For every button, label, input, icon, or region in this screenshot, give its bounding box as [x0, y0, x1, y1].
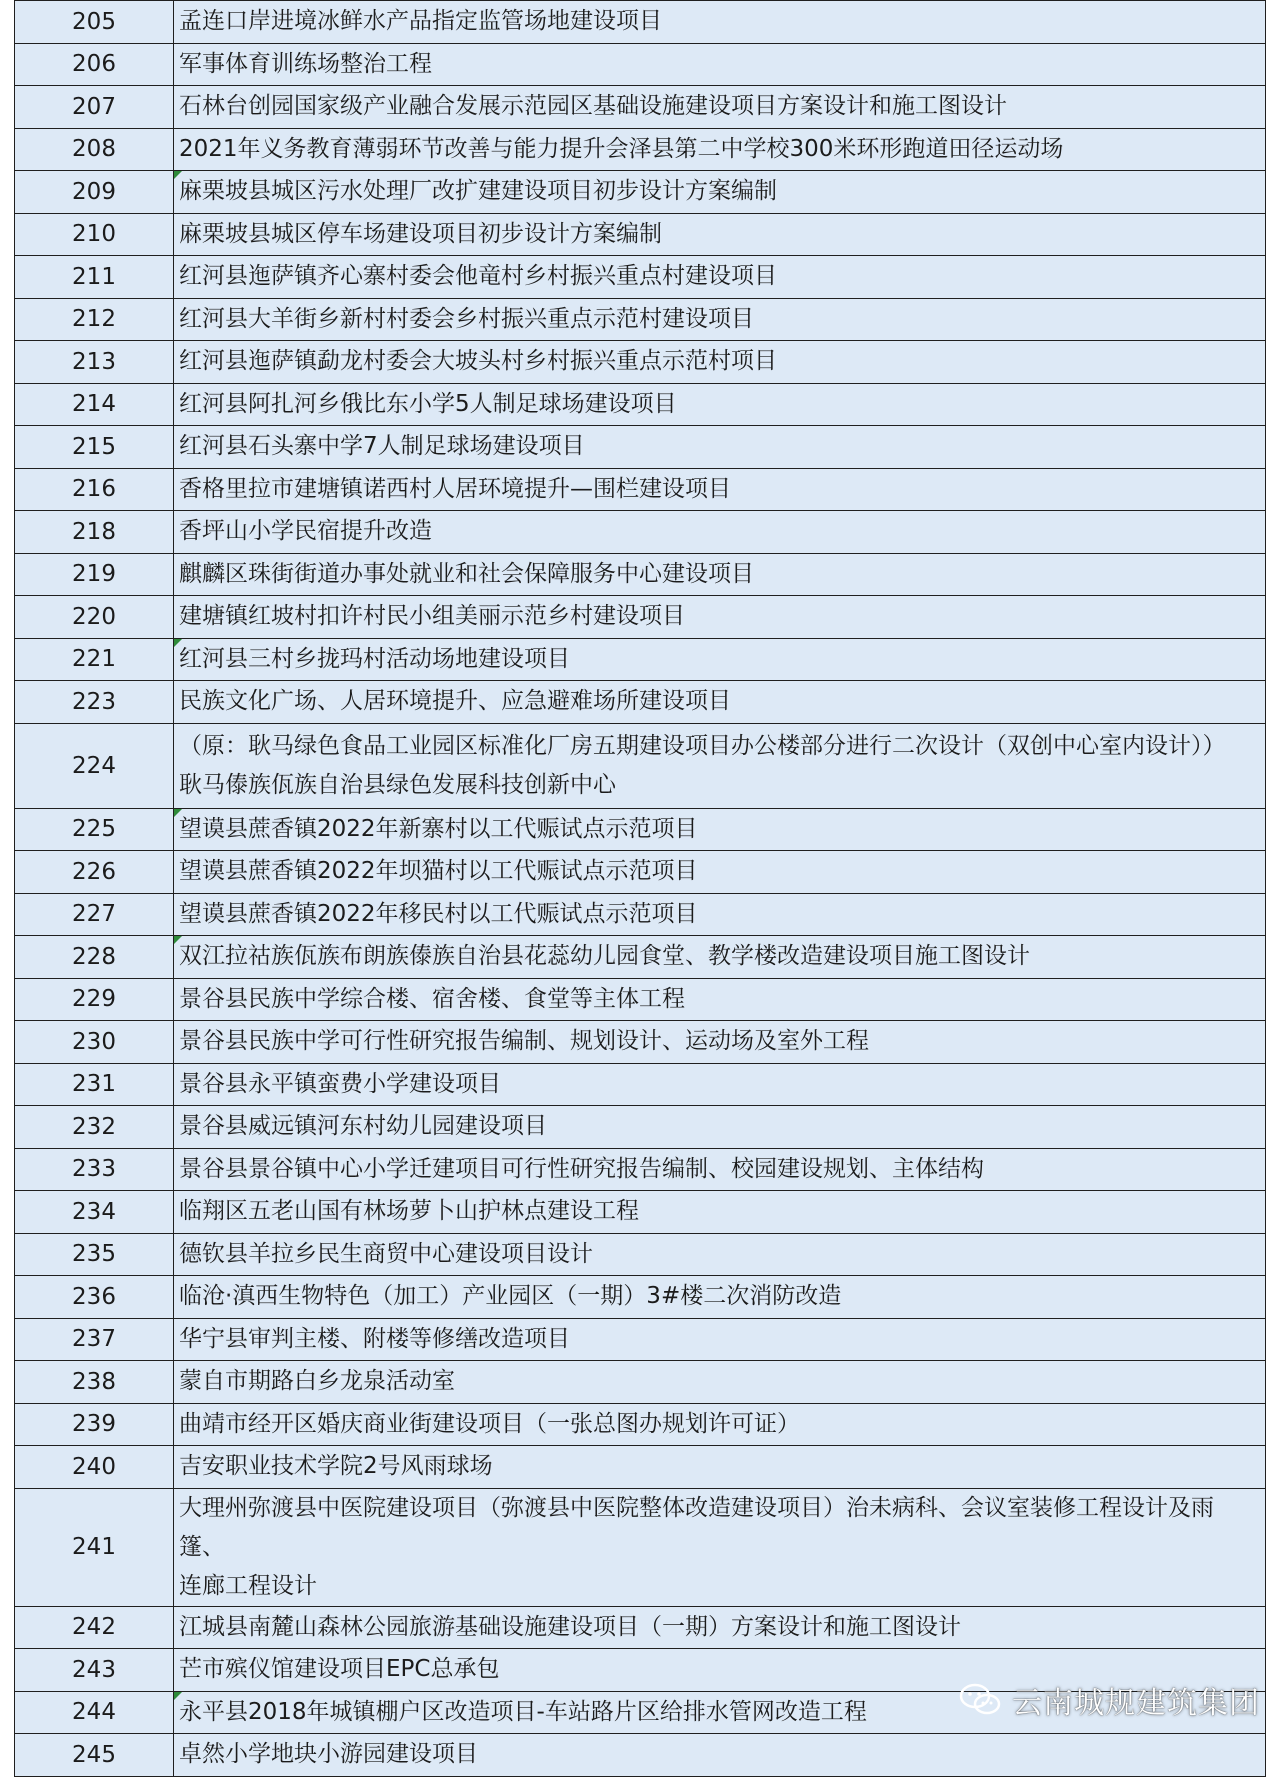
table-row — [15, 341, 1266, 384]
project-name-text: 红河县迤萨镇齐心寨村委会他竜村乡村振兴重点村建设项目 — [179, 263, 777, 290]
table-row — [15, 86, 1266, 129]
table-row — [15, 553, 1266, 596]
project-name — [174, 1021, 1266, 1064]
table-row — [15, 1488, 1266, 1606]
row-number: 242 — [15, 1606, 174, 1649]
project-name-text: 望谟县蔗香镇2022年坝猫村以工代赈试点示范项目 — [179, 858, 698, 885]
table-row — [15, 978, 1266, 1021]
project-name-text: 麻栗坡县城区停车场建设项目初步设计方案编制 — [179, 220, 662, 247]
project-name — [174, 723, 1266, 808]
project-name-text: 华宁县审判主楼、附楼等修缮改造项目 — [179, 1325, 570, 1352]
row-number: 216 — [15, 468, 174, 511]
project-name-text: 红河县迤萨镇勐龙村委会大坡头村乡村振兴重点示范村项目 — [179, 348, 777, 375]
row-number: 241 — [15, 1488, 174, 1606]
project-name — [174, 468, 1266, 511]
row-number: 206 — [15, 43, 174, 86]
project-name — [174, 1606, 1266, 1649]
project-name — [174, 511, 1266, 554]
table-row — [15, 1233, 1266, 1276]
project-name-line: 连廊工程设计 — [179, 1572, 317, 1599]
project-name — [174, 1488, 1266, 1606]
row-number: 225 — [15, 808, 174, 851]
project-name — [174, 808, 1266, 851]
row-number: 228 — [15, 936, 174, 979]
project-name — [174, 86, 1266, 129]
row-number: 229 — [15, 978, 174, 1021]
cell-comment-marker — [174, 639, 182, 647]
table-row — [15, 851, 1266, 894]
project-name — [174, 1233, 1266, 1276]
wechat-icon — [958, 1682, 1002, 1718]
project-name-text: 芒市殡仪馆建设项目EPC总承包 — [179, 1656, 500, 1683]
project-name — [174, 426, 1266, 469]
project-name — [174, 1148, 1266, 1191]
row-number: 231 — [15, 1063, 174, 1106]
table-row — [15, 43, 1266, 86]
table-row — [15, 681, 1266, 724]
table-row — [15, 1318, 1266, 1361]
row-number: 218 — [15, 511, 174, 554]
project-name-text: 麻栗坡县城区污水处理厂改扩建建设项目初步设计方案编制 — [179, 178, 777, 205]
row-number: 238 — [15, 1361, 174, 1404]
table-row — [15, 1148, 1266, 1191]
row-number: 233 — [15, 1148, 174, 1191]
project-name — [174, 1191, 1266, 1234]
project-name — [174, 681, 1266, 724]
project-name — [174, 596, 1266, 639]
project-name-line: 耿马傣族佤族自治县绿色发展科技创新中心 — [179, 771, 616, 798]
project-name — [174, 1276, 1266, 1319]
row-number: 224 — [15, 723, 174, 808]
project-name-text: 红河县阿扎河乡俄比东小学5人制足球场建设项目 — [179, 390, 677, 417]
project-name-text: 望谟县蔗香镇2022年移民村以工代赈试点示范项目 — [179, 900, 698, 927]
table-row — [15, 468, 1266, 511]
table-row — [15, 1734, 1266, 1777]
table-row — [15, 298, 1266, 341]
row-number: 245 — [15, 1734, 174, 1777]
project-name-text: 望谟县蔗香镇2022年新寨村以工代赈试点示范项目 — [179, 815, 698, 842]
table-row — [15, 383, 1266, 426]
row-number: 210 — [15, 213, 174, 256]
row-number: 226 — [15, 851, 174, 894]
project-name — [174, 1446, 1266, 1489]
row-number: 213 — [15, 341, 174, 384]
row-number: 220 — [15, 596, 174, 639]
row-number: 237 — [15, 1318, 174, 1361]
project-name-text: 军事体育训练场整治工程 — [179, 50, 432, 77]
row-number: 240 — [15, 1446, 174, 1489]
project-name-text: 卓然小学地块小游园建设项目 — [179, 1741, 478, 1768]
project-name — [174, 43, 1266, 86]
table-row — [15, 596, 1266, 639]
row-number: 227 — [15, 893, 174, 936]
table-row — [15, 1276, 1266, 1319]
project-name — [174, 171, 1266, 214]
project-table — [14, 0, 1266, 1777]
project-name — [174, 256, 1266, 299]
project-name — [174, 1063, 1266, 1106]
project-name-text: 红河县大羊街乡新村村委会乡村振兴重点示范村建设项目 — [179, 305, 754, 332]
project-name — [174, 638, 1266, 681]
project-name — [174, 341, 1266, 384]
project-name — [174, 128, 1266, 171]
project-name-text: 德钦县羊拉乡民生商贸中心建设项目设计 — [179, 1240, 593, 1267]
cell-comment-marker — [174, 1692, 182, 1700]
table-row — [15, 171, 1266, 214]
table-row — [15, 1021, 1266, 1064]
project-name — [174, 1, 1266, 44]
project-name-text: 麒麟区珠街街道办事处就业和社会保障服务中心建设项目 — [179, 560, 754, 587]
project-name-text: 民族文化广场、人居环境提升、应急避难场所建设项目 — [179, 688, 731, 715]
row-number: 230 — [15, 1021, 174, 1064]
table-row — [15, 893, 1266, 936]
cell-comment-marker — [174, 809, 182, 817]
row-number: 244 — [15, 1691, 174, 1734]
row-number: 212 — [15, 298, 174, 341]
project-name — [174, 1734, 1266, 1777]
project-name — [174, 298, 1266, 341]
row-number: 239 — [15, 1403, 174, 1446]
project-name-text: 香格里拉市建塘镇诺西村人居环境提升—围栏建设项目 — [179, 475, 731, 502]
project-name-text: 红河县石头寨中学7人制足球场建设项目 — [179, 433, 585, 460]
table-row — [15, 256, 1266, 299]
project-name-line: （原：耿马绿色食品工业园区标准化厂房五期建设项目办公楼部分进行二次设计（双创中心室内设计）） — [179, 732, 1226, 759]
project-name-text: 石林台创园国家级产业融合发展示范园区基础设施建设项目方案设计和施工图设计 — [179, 93, 1007, 120]
project-name-text: 景谷县永平镇蛮费小学建设项目 — [179, 1070, 501, 1097]
row-number: 232 — [15, 1106, 174, 1149]
project-name — [174, 1106, 1266, 1149]
project-name — [174, 851, 1266, 894]
row-number: 211 — [15, 256, 174, 299]
table-row — [15, 1361, 1266, 1404]
project-name-text: 临沧·滇西生物特色（加工）产业园区（一期）3#楼二次消防改造 — [179, 1283, 842, 1310]
table-row — [15, 1606, 1266, 1649]
table-row — [15, 1063, 1266, 1106]
project-name — [174, 1403, 1266, 1446]
row-number: 243 — [15, 1649, 174, 1692]
project-name-text: 景谷县威远镇河东村幼儿园建设项目 — [179, 1113, 547, 1140]
table-row — [15, 213, 1266, 256]
project-name-text: 孟连口岸进境冰鲜水产品指定监管场地建设项目 — [179, 8, 662, 35]
project-name-text: 吉安职业技术学院2号风雨球场 — [179, 1453, 493, 1480]
row-number: 209 — [15, 171, 174, 214]
project-name-text: 蒙自市期路白乡龙泉活动室 — [179, 1368, 455, 1395]
table-row — [15, 936, 1266, 979]
project-name-text: 景谷县景谷镇中心小学迁建项目可行性研究报告编制、校园建设规划、主体结构 — [179, 1155, 984, 1182]
watermark-text: 云南城规建筑集团 — [1012, 1686, 1260, 1721]
table-row — [15, 638, 1266, 681]
row-number: 208 — [15, 128, 174, 171]
project-name — [174, 936, 1266, 979]
project-name — [174, 978, 1266, 1021]
table-row — [15, 723, 1266, 808]
project-name-text: 永平县2018年城镇棚户区改造项目-车站路片区给排水管网改造工程 — [179, 1698, 867, 1725]
table-row — [15, 1446, 1266, 1489]
project-table-sheet — [14, 0, 1266, 1777]
project-name-text: 曲靖市经开区婚庆商业街建设项目（一张总图办规划许可证） — [179, 1410, 800, 1437]
project-name-text: 临翔区五老山国有林场萝卜山护林点建设工程 — [179, 1198, 639, 1225]
table-row — [15, 1191, 1266, 1234]
row-number: 223 — [15, 681, 174, 724]
table-row — [15, 1403, 1266, 1446]
project-name — [174, 1318, 1266, 1361]
project-name — [174, 213, 1266, 256]
row-number: 235 — [15, 1233, 174, 1276]
project-name — [174, 1361, 1266, 1404]
row-number: 234 — [15, 1191, 174, 1234]
table-row — [15, 128, 1266, 171]
cell-comment-marker — [174, 171, 182, 179]
row-number: 221 — [15, 638, 174, 681]
row-number: 207 — [15, 86, 174, 129]
project-name — [174, 383, 1266, 426]
table-row — [15, 1, 1266, 44]
project-name-text: 香坪山小学民宿提升改造 — [179, 518, 432, 545]
row-number: 219 — [15, 553, 174, 596]
row-number: 205 — [15, 1, 174, 44]
cell-comment-marker — [174, 936, 182, 944]
row-number: 215 — [15, 426, 174, 469]
project-name-text: 江城县南麓山森林公园旅游基础设施建设项目（一期）方案设计和施工图设计 — [179, 1613, 961, 1640]
table-row — [15, 808, 1266, 851]
project-name — [174, 893, 1266, 936]
project-name-text: 景谷县民族中学可行性研究报告编制、规划设计、运动场及室外工程 — [179, 1028, 869, 1055]
project-name-text: 红河县三村乡拢玛村活动场地建设项目 — [179, 645, 570, 672]
watermark — [958, 1678, 1260, 1722]
project-name-text: 双江拉祜族佤族布朗族傣族自治县花蕊幼儿园食堂、教学楼改造建设项目施工图设计 — [179, 943, 1030, 970]
project-name — [174, 553, 1266, 596]
project-name-text: 景谷县民族中学综合楼、宿舍楼、食堂等主体工程 — [179, 985, 685, 1012]
row-number: 214 — [15, 383, 174, 426]
project-name-text: 2021年义务教育薄弱环节改善与能力提升会泽县第二中学校300米环形跑道田径运动场 — [179, 135, 1064, 162]
table-row — [15, 426, 1266, 469]
project-name-text: 建塘镇红坡村扣许村民小组美丽示范乡村建设项目 — [179, 603, 685, 630]
table-row — [15, 1106, 1266, 1149]
project-name-line: 大理州弥渡县中医院建设项目（弥渡县中医院整体改造建设项目）治未病科、会议室装修工程设计及雨篷、 — [179, 1494, 1214, 1560]
row-number: 236 — [15, 1276, 174, 1319]
table-row — [15, 511, 1266, 554]
